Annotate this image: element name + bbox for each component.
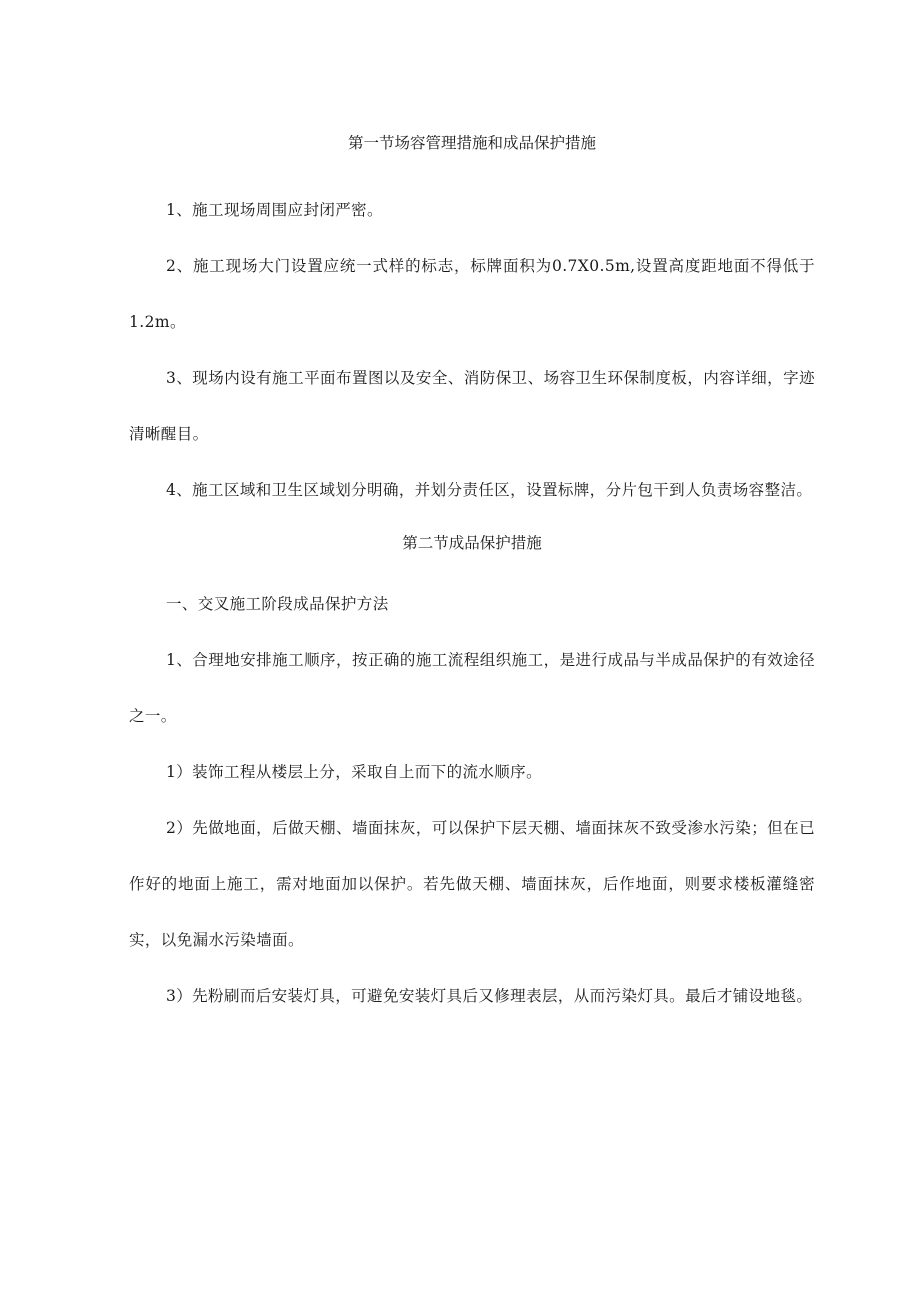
paragraph-item-3: 3、现场内设有施工平面布置图以及安全、消防保卫、场容卫生环保制度板，内容详细，字迹清晰醒目。: [129, 369, 815, 443]
spacer: [129, 518, 815, 528]
paragraph-sub-1: 1）装饰工程从楼层上分，采取自上而下的流水顺序。: [166, 763, 542, 781]
section-heading-1: 第一节场容管理措施和成品保护措施: [347, 134, 596, 152]
paragraph-item-4: 4、施工区域和卫生区域划分明确，并划分责任区，设置标牌，分片包干到人负责场容整洁。: [166, 481, 813, 499]
paragraph-order-1: 1、合理地安排施工顺序，按正确的施工流程组织施工，是进行成品与半成品保护的有效途径之一。: [129, 651, 815, 725]
document-body: [129, 128, 815, 1024]
spacer: [129, 558, 815, 576]
paragraph-item-2: 2、施工现场大门设置应统一式样的标志，标牌面积为0.7X0.5m,设置高度距地面不得低于1.2m。: [129, 257, 815, 331]
paragraph-sub-2: 2）先做地面，后做天棚、墙面抹灰，可以保护下层天棚、墙面抹灰不致受渗水污染；但在已作好的地面上施工，需对地面加以保护。若先做天棚、墙面抹灰，后作地面，则要求楼板灌缝密实，以免漏水污染墙面。: [129, 819, 815, 949]
spacer: [129, 158, 815, 182]
paragraph-sub-3: 3）先粉刷而后安装灯具，可避免安装灯具后又修理表层，从而污染灯具。最后才铺设地毯。: [166, 987, 813, 1005]
paragraph-item-1: 1、施工现场周围应封闭严密。: [166, 201, 383, 219]
section-heading-2: 第二节成品保护措施: [402, 534, 542, 552]
subheading-1: 一、交叉施工阶段成品保护方法: [166, 595, 389, 613]
